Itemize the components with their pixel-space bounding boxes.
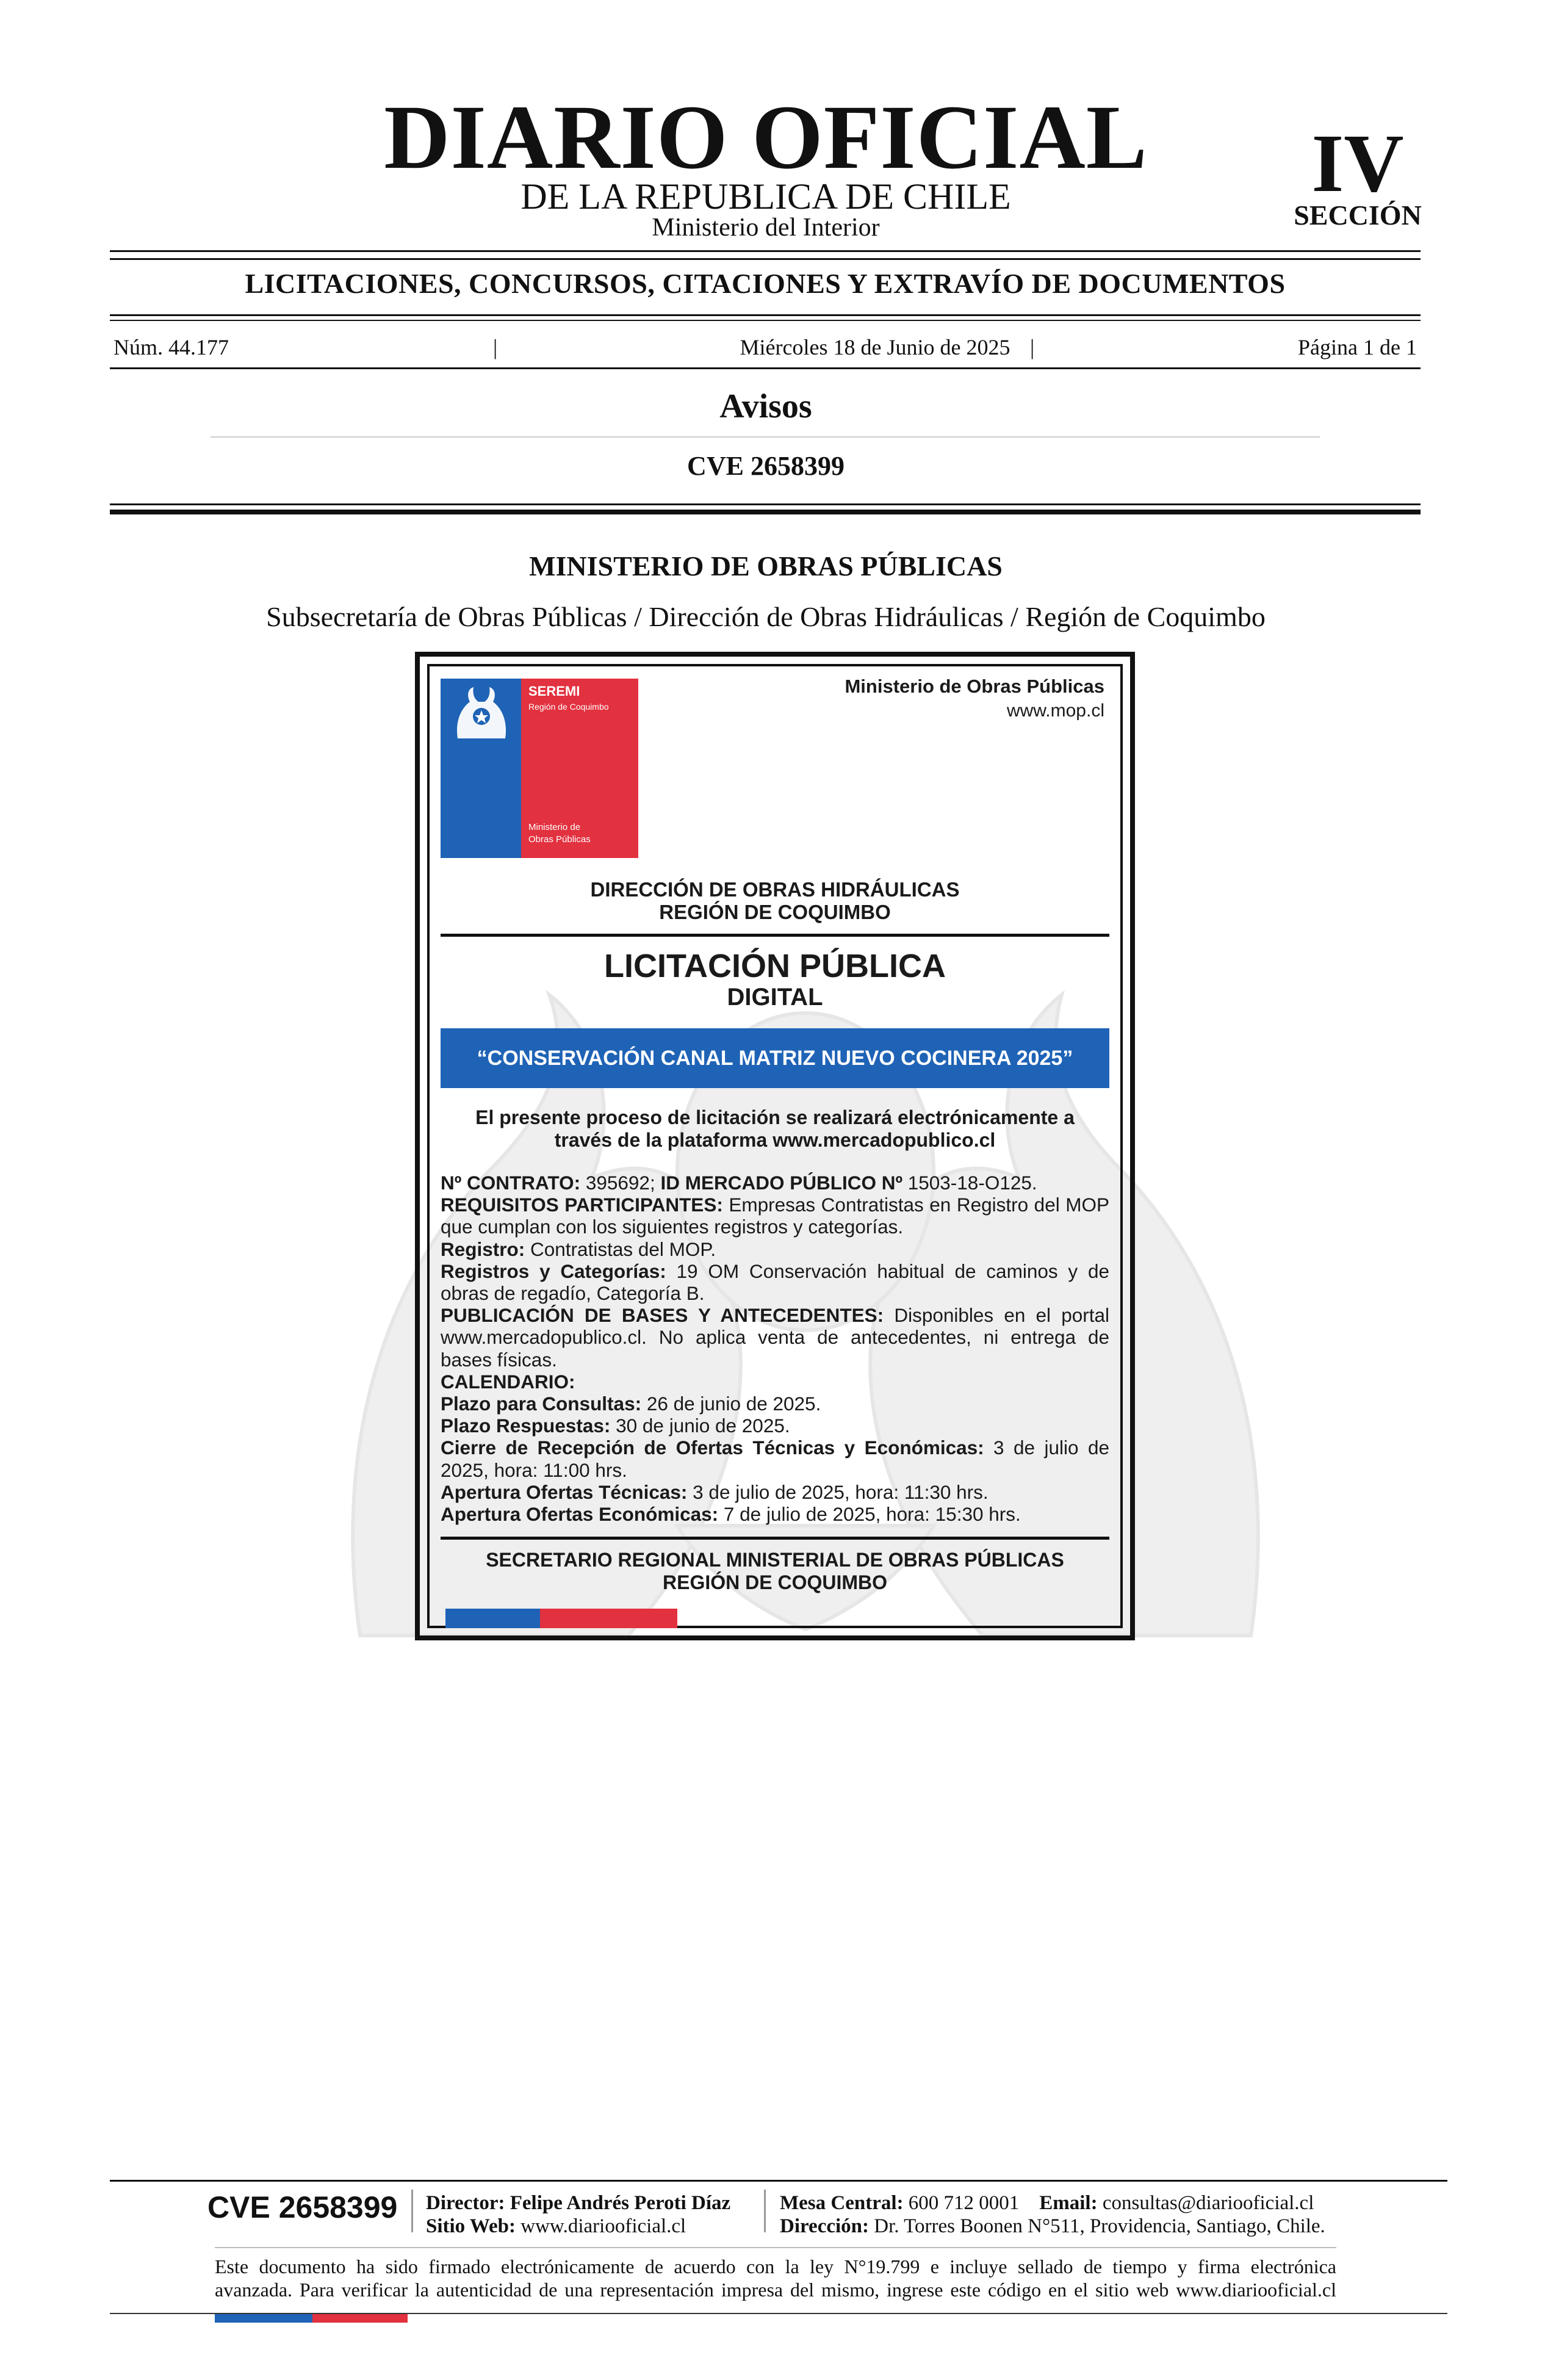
masthead-subtitle: DE LA REPUBLICA DE CHILE	[520, 176, 1011, 217]
footer-director	[426, 2193, 730, 2213]
closing-line	[441, 1437, 1109, 1480]
tender-mode: DIGITAL	[727, 984, 823, 1011]
answers-label: Plazo Respuestas:	[441, 1415, 611, 1437]
notice-flag-blue	[445, 1609, 540, 1628]
footer-cve-code: CVE 2658399	[207, 2190, 398, 2224]
market-id-label: ID MERCADO PÚBLICO Nº	[660, 1172, 902, 1194]
contract-line	[441, 1172, 1109, 1194]
director-label: Director:	[426, 2192, 505, 2214]
publication-line	[441, 1304, 1109, 1371]
notice-flag-red	[540, 1609, 677, 1628]
footer-contact	[780, 2193, 1314, 2213]
directorate-line2: REGIÓN DE COQUIMBO	[659, 901, 891, 923]
section-heading: Avisos	[719, 388, 812, 425]
consult-value: 26 de junio de 2025.	[641, 1393, 821, 1415]
address-label: Dirección:	[780, 2215, 870, 2237]
legal-notice	[215, 2255, 1336, 2301]
consult-line	[441, 1393, 1109, 1415]
footer-flag-red	[312, 2314, 408, 2323]
econ-opening-line	[441, 1503, 1109, 1525]
econ-opening-value: 7 de julio de 2025, hora: 15:30 hrs.	[718, 1503, 1021, 1526]
requirements-line	[441, 1194, 1109, 1238]
footer-divider	[215, 2247, 1336, 2248]
market-id-value: 1503-18-O125.	[902, 1172, 1037, 1194]
header-rule-top-2	[110, 258, 1421, 260]
mop-website: www.mop.cl	[1006, 701, 1104, 721]
masthead-title: DIARIO OFICIAL	[384, 87, 1148, 188]
cve-code: CVE 2658399	[687, 451, 845, 481]
categories-line	[441, 1260, 1109, 1304]
address-value: Dr. Torres Boonen N°511, Providencia, Santiago, Chile.	[874, 2215, 1325, 2237]
project-name-banner: “CONSERVACIÓN CANAL MATRIZ NUEVO COCINERA 2025”	[441, 1028, 1109, 1088]
registry-line	[441, 1238, 1109, 1260]
econ-opening-label: Apertura Ofertas Económicas:	[441, 1503, 719, 1526]
calendar-label: CALENDARIO:	[441, 1370, 575, 1393]
notice-rule-top	[441, 934, 1109, 937]
cve-rule-thick	[110, 510, 1421, 514]
info-separator: |	[1030, 335, 1035, 359]
publication-label: PUBLICACIÓN DE BASES Y ANTECEDENTES:	[441, 1304, 884, 1327]
intro-line2: través de la plataforma www.mercadopublico.cl	[554, 1129, 996, 1151]
info-separator: |	[493, 335, 498, 359]
section-label: SECCIÓN	[1294, 200, 1422, 231]
publication-value: Disponibles en el portal www.mercadopublico.cl. No aplica venta de antecedentes, ni entrega de bases físicas.	[441, 1304, 1109, 1371]
band-rule	[110, 314, 1421, 316]
signature-line2: REGIÓN DE COQUIMBO	[662, 1571, 887, 1593]
issue-date: Miércoles 18 de Junio de 2025	[740, 335, 1010, 359]
info-rule	[110, 367, 1421, 369]
issue-number: Núm. 44.177	[113, 335, 229, 359]
contract-value: 395692;	[580, 1172, 661, 1194]
section-number: IV	[1311, 118, 1404, 209]
email-link[interactable]: consultas@diariooficial.cl	[1102, 2192, 1314, 2214]
tech-opening-label: Apertura Ofertas Técnicas:	[441, 1480, 688, 1503]
calendar-heading	[441, 1371, 1109, 1393]
footer-flag-blue	[215, 2314, 312, 2323]
intro-line1: El presente proceso de licitación se realizará electrónicamente a	[475, 1106, 1075, 1128]
requirements-label: REQUISITOS PARTICIPANTES:	[441, 1194, 723, 1216]
cve-rule	[110, 503, 1421, 505]
band-rule-2	[110, 320, 1421, 321]
logo-region-label: Región de Coquimbo	[528, 702, 609, 712]
legal-line2: avanzada. Para verificar la autenticidad de una representación impresa del mismo, ingrese este código en el sitio web www.diariooficial.cl	[215, 2279, 1336, 2301]
signature-line1: SECRETARIO REGIONAL MINISTERIAL DE OBRAS PÚBLICAS	[486, 1549, 1064, 1571]
closing-value: 3 de julio de 2025, hora: 11:00 hrs.	[441, 1437, 1109, 1481]
logo-ministry-label	[528, 821, 632, 846]
registry-value: Contratistas del MOP.	[525, 1238, 716, 1260]
registry-label: Registro:	[441, 1238, 525, 1260]
notice-body	[441, 1172, 1109, 1525]
website-link[interactable]: www.diariooficial.cl	[520, 2215, 686, 2237]
header-rule-top	[110, 250, 1421, 252]
tech-opening-line	[441, 1481, 1109, 1503]
footer-address	[780, 2216, 1325, 2237]
tender-type: LICITACIÓN PÚBLICA	[604, 948, 946, 984]
categories-value: 19 OM Conservación habitual de caminos y de obras de regadío, Categoría B.	[441, 1260, 1109, 1305]
contract-label: Nº CONTRATO:	[441, 1172, 581, 1194]
website-label: Sitio Web:	[426, 2215, 516, 2237]
phone-value: 600 712 0001	[908, 2192, 1020, 2214]
tech-opening-value: 3 de julio de 2025, hora: 11:30 hrs.	[687, 1480, 989, 1503]
notice-rule-bottom	[441, 1537, 1109, 1540]
logo-ministry-line2: Obras Públicas	[528, 834, 591, 845]
categories-label: Registros y Categorías:	[441, 1260, 666, 1282]
legal-line1: Este documento ha sido firmado electrónicamente de acuerdo con la ley N°19.799 e incluye sellado de tiempo y firma electrónica	[215, 2256, 1336, 2277]
closing-label: Cierre de Recepción de Ofertas Técnicas y Económicas:	[441, 1437, 984, 1459]
requirements-value: Empresas Contratistas en Registro del MOP que cumplan con los siguientes registros y categorías.	[441, 1194, 1109, 1238]
logo-seremi-label: SEREMI	[528, 683, 580, 699]
answers-value: 30 de junio de 2025.	[610, 1415, 790, 1437]
notice-intro	[445, 1106, 1104, 1152]
publisher-suborganization: Subsecretaría de Obras Públicas / Dirección de Obras Hidráulicas / Región de Coquimbo	[266, 601, 1266, 632]
page-indicator: Página 1 de 1	[1298, 335, 1417, 359]
issue-info-row	[110, 333, 1421, 362]
director-name: Felipe Andrés Peroti Díaz	[510, 2192, 731, 2214]
logo-ministry-line1: Ministerio de	[528, 822, 581, 832]
footer-separator	[411, 2190, 413, 2232]
publisher-organization: MINISTERIO DE OBRAS PÚBLICAS	[529, 550, 1003, 582]
avisos-divider	[211, 436, 1320, 438]
footer-website	[426, 2216, 686, 2237]
band-title: LICITACIONES, CONCURSOS, CITACIONES Y EXTRAVÍO DE DOCUMENTOS	[245, 268, 1286, 299]
consult-label: Plazo para Consultas:	[441, 1393, 642, 1415]
phone-label: Mesa Central:	[780, 2192, 904, 2214]
mop-header: Ministerio de Obras Públicas	[845, 676, 1104, 697]
footer-separator	[764, 2190, 766, 2232]
email-label: Email:	[1039, 2192, 1098, 2214]
directorate-line1: DIRECCIÓN DE OBRAS HIDRÁULICAS	[590, 878, 960, 901]
chile-coat-of-arms-icon	[453, 686, 510, 741]
answers-line	[441, 1415, 1109, 1437]
masthead-ministry: Ministerio del Interior	[652, 214, 880, 242]
footer-rule-top	[110, 2180, 1447, 2182]
